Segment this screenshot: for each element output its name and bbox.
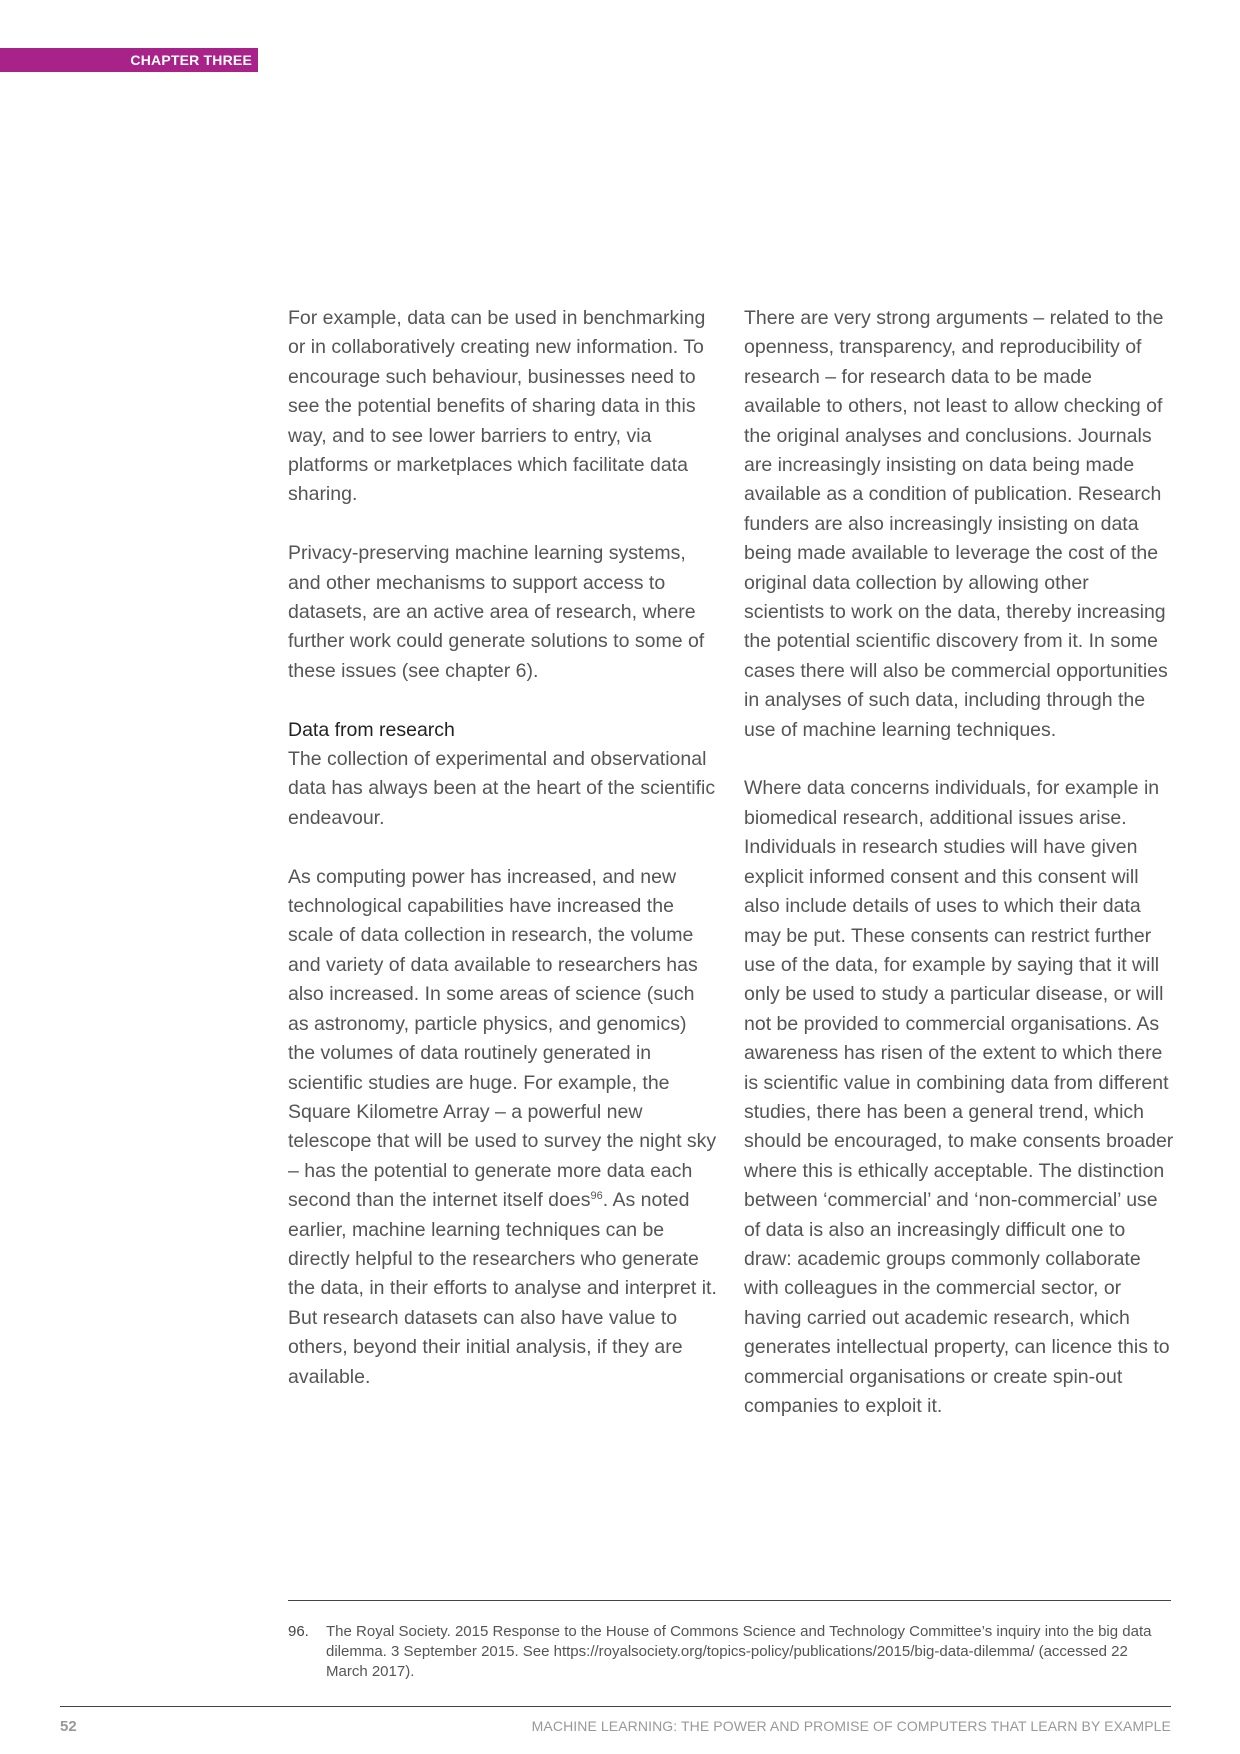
section-heading: Data from research xyxy=(288,718,455,741)
paragraph: Privacy-preserving machine learning systems, and other mechanisms to support access to datasets, are an active area of research, where further work could generate solutions to some of these issues (see chapter 6). xyxy=(288,542,705,682)
footnote-reference[interactable]: 96 xyxy=(590,1190,603,1203)
left-column xyxy=(288,304,718,1392)
footer-divider xyxy=(60,1706,1171,1707)
right-column xyxy=(744,304,1174,1421)
footnote-number: 96. xyxy=(288,1623,309,1640)
paragraph: There are very strong arguments – related to the openness, transparency, and reproducibility of research – for research data to be made available to others, not least to allow checking of the original analyses and conclusions. Journals are increasingly insisting on data being made available as a condition of publication. Research funders are also increasingly insisting on data being made available to leverage the cost of the original data collection by allowing other scientists to work on the data, thereby increasing the potential scientific discovery from it. In some cases there will also be commercial opportunities in analyses of such data, including through the use of machine learning techniques. xyxy=(744,307,1168,741)
footnote xyxy=(288,1622,1171,1682)
running-title: MACHINE LEARNING: THE POWER AND PROMISE OF COMPUTERS THAT LEARN BY EXAMPLE xyxy=(531,1718,1171,1734)
paragraph: Where data concerns individuals, for example in biomedical research, additional issues arise. Individuals in research studies will have given explicit informed consent and this consent will also include details of uses to which their data may be put. These consents can restrict further use of the data, for example by saying that it will only be used to study a particular disease, or will not be provided to commercial organisations. As awareness has risen of the extent to which there is scientific value in combining data from different studies, there has been a general trend, which should be encouraged, to make consents broader where this is ethically acceptable. The distinction between ‘commercial’ and ‘non-commercial’ use of data is also an increasingly difficult one to draw: academic groups commonly collaborate with colleagues in the commercial sector, or having carried out academic research, which generates intellectual property, can licence this to commercial organisations or create spin-out companies to exploit it. xyxy=(744,777,1174,1418)
paragraph xyxy=(288,863,718,1392)
paragraph: The collection of experimental and observational data has always been at the heart of the scientific endeavour. xyxy=(288,748,716,829)
footnote-text: The Royal Society. 2015 Response to the House of Commons Science and Technology Committee’s inquiry into the big data dilemma. 3 September 2015. See https://royalsociety.org/topics-policy/publications/2015/big-data-dilemma/ (accessed 22 March 2017). xyxy=(326,1623,1152,1680)
paragraph-text: . As noted earlier, machine learning techniques can be directly helpful to the researchers who generate the data, in their efforts to analyse and interpret it. But research datasets can also have value to others, beyond their initial analysis, if they are available. xyxy=(288,1189,717,1388)
paragraph: For example, data can be used in benchmarking or in collaboratively creating new information. To encourage such behaviour, businesses need to see the potential benefits of sharing data in this way, and to see lower barriers to entry, via platforms or marketplaces which facilitate data sharing. xyxy=(288,307,706,506)
paragraph-text: As computing power has increased, and new technological capabilities have increased the scale of data collection in research, the volume and variety of data available to researchers has also increased. In some areas of science (such as astronomy, particle physics, and genomics) the volumes of data routinely generated in scientific studies are huge. For example, the Square Kilometre Array – a powerful new telescope that will be used to survey the night sky – has the potential to generate more data each second than the internet itself does xyxy=(288,865,717,1212)
chapter-label: CHAPTER THREE xyxy=(0,48,258,72)
page-number: 52 xyxy=(60,1718,77,1735)
footnote-divider xyxy=(288,1600,1171,1601)
